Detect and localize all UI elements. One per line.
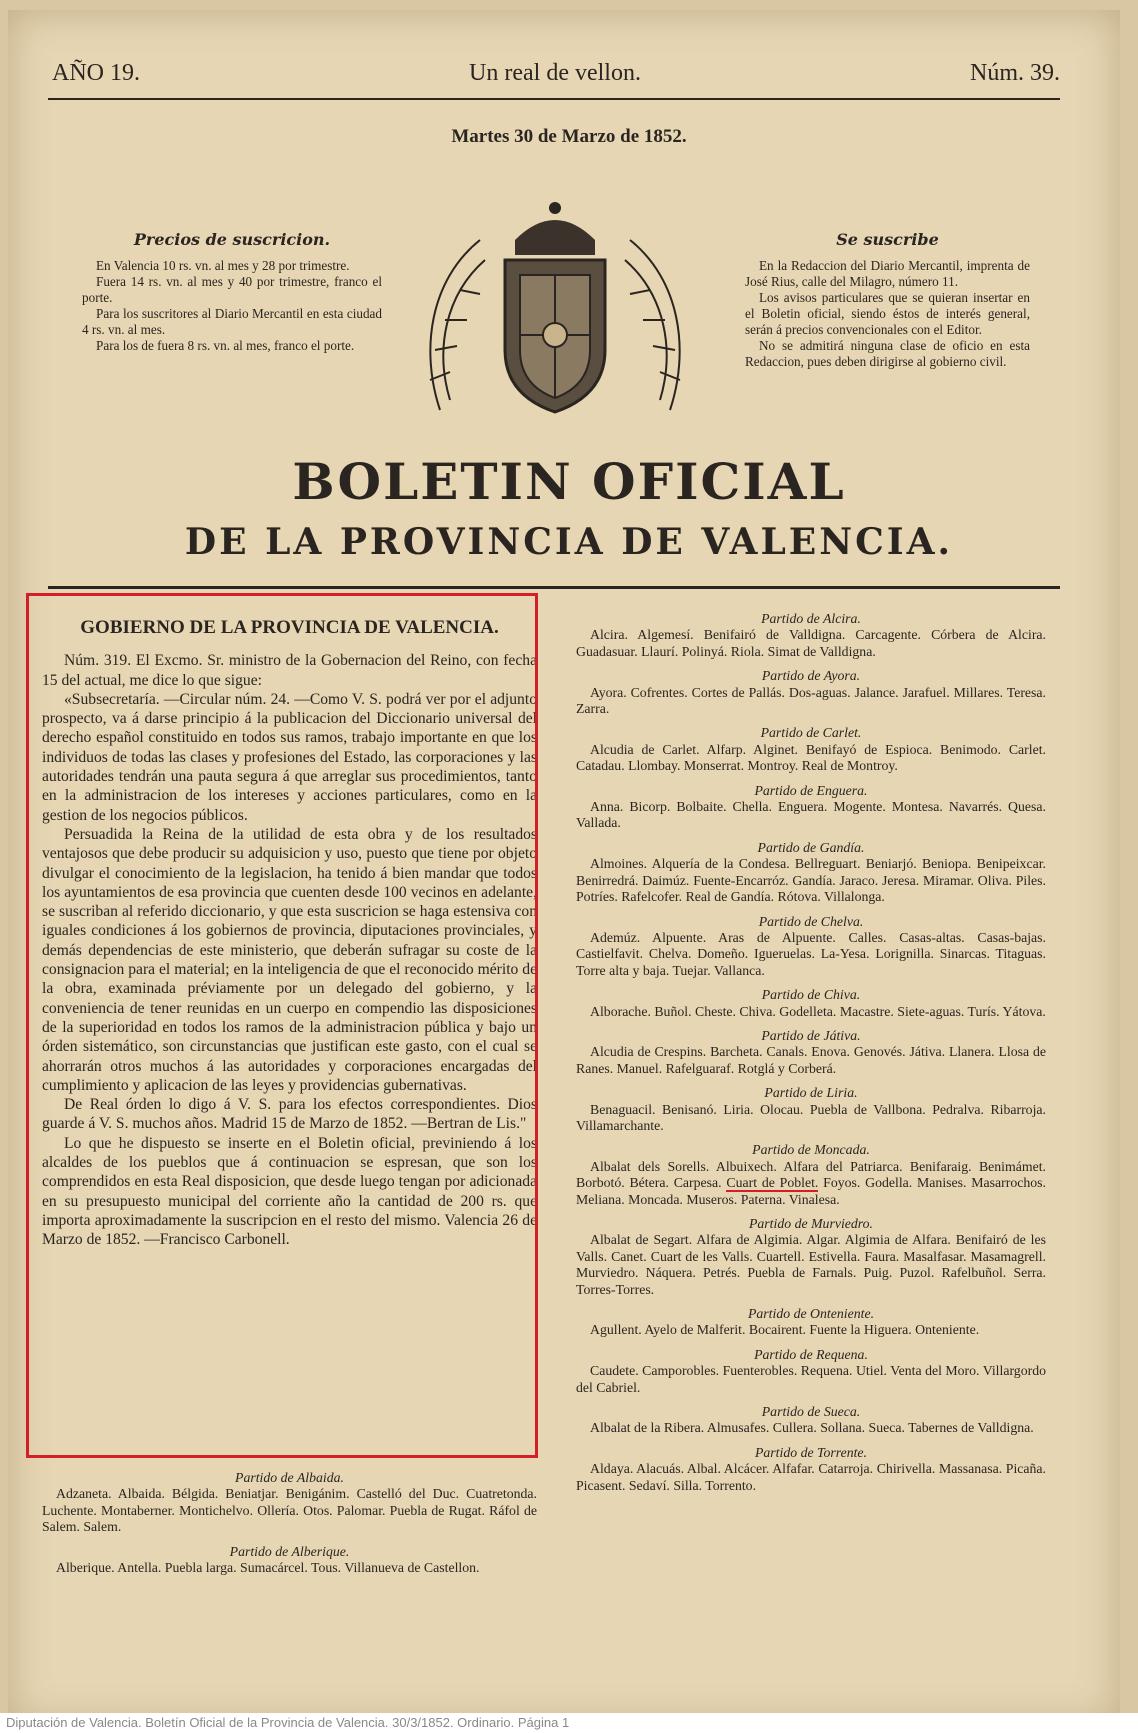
partido-name: Partido de Alberique. [229, 1543, 350, 1559]
partido-towns: Alcudia de Carlet. Alfarp. Alginet. Benifayó de Espioca. Benimodo. Carlet. Catadau. Llombay. Monserrat. Montroy. Real de Montroy. [576, 741, 1046, 774]
year-label: AÑO 19. [52, 60, 140, 86]
partido-towns: Albalat de Segart. Alfara de Algimia. Algar. Algimia de Alfara. Benifairó de les Valls. Canet. Cuart de les Valls. Cuartell. Estivella. Faura. Masalfasar. Masamagrell. Murviedro. Náquera. Petrés. Puebla de Farnals. Puig. Puzol. Rafelbuñol. Serra. Torres-Torres. [576, 1232, 1046, 1297]
partido-towns: Alcudia de Crespins. Barcheta. Canals. Enova. Genovés. Játiva. Llanera. Llosa de Ranes. Manuel. Rafelguaraf. Rotglá y Corberá. [576, 1044, 1046, 1076]
towns-part: Albalat dels Sorells. Albuixech. Alfara del Patriarca. Benifaraig. Benimámet. Borbotó. Bétera. Carpesa. [576, 1158, 1046, 1191]
precios-title: Precios de suscricion. [133, 230, 331, 249]
partido-name: Partido de Ayora. [761, 668, 861, 684]
partido-name: Partido de Gandía. [757, 839, 865, 855]
partido-towns: Ayora. Cofrentes. Cortes de Pallás. Dos-aguas. Jalance. Jarafuel. Millares. Teresa. Zarra. [576, 684, 1046, 717]
partido-towns: Caudete. Camporobles. Fuenterobles. Requena. Utiel. Venta del Moro. Villargordo del Cabriel. [576, 1363, 1046, 1395]
partido-towns: Agullent. Ayelo de Malferit. Bocairent. Fuente la Higuera. Onteniente. [590, 1322, 980, 1338]
partidos-left-list [42, 1470, 537, 1576]
article-paragraph: Lo que he dispuesto se inserte en el Boletin oficial, previniendo á los alcaldes de los pueblos que á continuacion se espresan, que son los comprendidos en esta Real disposicion, que desde luego tengan por adicionada en su presupuesto municipal del corriente año la cantidad de 200 rs. que importa aproximadamente la suscripcion en el resto del mismo. Valencia 26 de Marzo de 1852. —Francisco Carbonell. [42, 1134, 537, 1249]
masthead-title: BOLETIN OFICIAL [292, 452, 846, 511]
suscribe-line: En la Redaccion del Diario Mercantil, imprenta de José Rius, calle del Milagro, número 11. [745, 258, 1030, 289]
masthead-subtitle: DE LA PROVINCIA DE VALENCIA. [184, 521, 954, 563]
underlined-town: Cuart de Poblet. [726, 1175, 819, 1191]
source-footer: Diputación de Valencia. Boletín Oficial de la Provincia de Valencia. 30/3/1852. Ordinario. Página 1 [0, 1713, 1138, 1733]
price-label: Un real de vellon. [469, 60, 641, 86]
partido-name: Partido de Sueca. [761, 1404, 861, 1420]
towns-part: Foyos. Godella. Manises. Masarrochos. Meliana. Moncada. Museros. Paterna. Vinalesa. [576, 1175, 1046, 1207]
partido-name: Partido de Játiva. [761, 1027, 861, 1043]
suscribe-line: Los avisos particulares que se quieran insertar en el Boletin oficial, siendo éstos de interés general, serán á precios convencionales con el Editor. [745, 290, 1030, 337]
partido-name: Partido de Murviedro. [748, 1216, 874, 1231]
partido-name: Partido de Liria. [764, 1085, 858, 1101]
issue-number: Núm. 39. [970, 60, 1060, 86]
royal-coat-of-arms-icon [410, 200, 700, 420]
partido-towns: Adzaneta. Albaida. Bélgida. Beniatjar. Benigánim. Castelló del Duc. Cuatretonda. Luchente. Montaberner. Montichelvo. Ollería. Otos. Palomar. Puebla de Rugat. Ráfol de Salem. Salem. [42, 1486, 537, 1535]
partido-name: Partido de Chelva. [758, 913, 864, 929]
partidos-right-list [576, 611, 1046, 1494]
issue-date: Martes 30 de Marzo de 1852. [451, 126, 687, 147]
header-rule [48, 98, 1060, 100]
highlight-box [26, 593, 538, 1458]
partido-towns: Alberique. Antella. Puebla larga. Sumacárcel. Tous. Villanueva de Castellon. [56, 1560, 480, 1576]
partido-towns: Almoines. Alquería de la Condesa. Bellreguart. Beniarjó. Beniopa. Benipeixcar. Benirredrá. Daimúz. Fuente-Encarróz. Gandía. Jaraco. Jeresa. Miramar. Oliva. Piles. Potríes. Rafelcofer. Real de Gandía. Rótova. Villalonga. [576, 856, 1046, 905]
partido-name: Partido de Albaida. [235, 1470, 344, 1485]
partido-towns [576, 1159, 1046, 1208]
partido-towns: Anna. Bicorp. Bolbaite. Chella. Enguera. Mogente. Montesa. Navarrés. Quesa. Vallada. [576, 799, 1046, 831]
precios-block [82, 232, 382, 354]
precios-line: Para los suscritores al Diario Mercantil en esta ciudad 4 rs. vn. al mes. [82, 306, 382, 337]
suscribe-block [745, 232, 1030, 370]
article-paragraph: Núm. 319. El Excmo. Sr. ministro de la Gobernacion del Reino, con fecha 15 del actual, me dice lo que sigue: [42, 652, 537, 689]
partido-name: Partido de Requena. [754, 1346, 868, 1362]
partido-towns: Ademúz. Alpuente. Aras de Alpuente. Calles. Casas-altas. Casas-bajas. Castielfavit. Chelva. Domeño. Igueruelas. La-Yesa. Lorignilla. Sinarcas. Titaguas. Torre alta y baja. Tuejar. Vallanca. [576, 929, 1046, 978]
partido-name: Partido de Carlet. [760, 725, 862, 741]
article-paragraph: «Subsecretaría. —Circular núm. 24. —Como V. S. podrá ver por el adjunto prospecto, va á darse principio á la publicacion del Diccionario universal del derecho español constituido en todos sus ramos, trabajo importante en que los individuos de todas las clases y profesiones del Estado, las corporaciones y las autoridades tendrán una pauta segura á que arreglar sus procedimientos, tanto en la administracion de los intereses y acciones particulares, como en la gestion de los negocios públicos. [42, 690, 537, 824]
partido-towns: Alborache. Buñol. Cheste. Chiva. Godelleta. Macastre. Siete-aguas. Turís. Yátova. [590, 1003, 1046, 1019]
partido-name: Partido de Moncada. [752, 1142, 870, 1158]
partido-name: Partido de Chiva. [761, 987, 861, 1003]
partido-name: Partido de Onteniente. [747, 1306, 875, 1322]
masthead-rule [48, 586, 1060, 589]
partido-towns: Albalat de la Ribera. Almusafes. Cullera. Sollana. Sueca. Tabernes de Valldigna. [590, 1420, 1034, 1436]
partido-name: Partido de Alcira. [761, 611, 861, 626]
precios-line: Fuera 14 rs. vn. al mes y 40 por trimestre, franco el porte. [82, 274, 382, 305]
partido-towns: Aldaya. Alacuás. Albal. Alcácer. Alfafar. Catarroja. Chirivella. Massanasa. Picaña. Picasent. Sedaví. Silla. Torrento. [576, 1461, 1046, 1493]
suscribe-title: Se suscribe [836, 230, 939, 249]
precios-line: En Valencia 10 rs. vn. al mes y 28 por trimestre. [96, 258, 350, 273]
page-header [52, 60, 1060, 87]
article-paragraph: Persuadida la Reina de la utilidad de esta obra y de los resultados ventajosos que debe producir su adquisicion y uso, puesto que tiene por objeto divulgar el conocimiento de la legislacion, ha tenido á bien mandar que todos los ayuntamientos de esa provincia que cuenten desde 100 vecinos en adelante, se suscriban al referido diccionario, y que esta suscricion se haga estensiva con iguales condiciones á los gobiernos de provincia, diputaciones provinciales, y demás dependencias de este ministerio, que deberán sufragar su coste de la consignacion para el material; en la inteligencia de que el reconocido mérito de la obra, examinada préviamente por un delegado del gobierno, y la conveniencia de tener reunidas en un cuerpo en compendio las disposiciones de la superioridad en todos los ramos de la administracion pública y bajo un órden sistemático, son circunstancias que justifican este gasto, con el cual se ahorrarán otros muchos á las autoridades y corporaciones encargadas del cumplimiento y aplicacion de las leyes y providencias gubernativas. [42, 825, 537, 1094]
suscribe-line: No se admitirá ninguna clase de oficio en esta Redaccion, pues deben dirigirse al gobierno civil. [745, 338, 1030, 369]
partido-name: Partido de Enguera. [754, 782, 868, 798]
partido-towns: Benaguacil. Benisanó. Liria. Olocau. Puebla de Vallbona. Pedralva. Ribarroja. Villamarchante. [576, 1101, 1046, 1133]
precios-line: Para los de fuera 8 rs. vn. al mes, franco el porte. [96, 338, 355, 353]
partido-name: Partido de Torrente. [754, 1444, 868, 1460]
article-heading: GOBIERNO DE LA PROVINCIA DE VALENCIA. [80, 617, 499, 638]
partido-towns: Alcira. Algemesí. Benifairó de Valldigna. Carcagente. Córbera de Alcira. Guadasuar. Llaurí. Polinyá. Riola. Simat de Valldigna. [576, 627, 1046, 659]
article-paragraph: De Real órden lo digo á V. S. para los efectos correspondientes. Dios guarde á V. S. muchos años. Madrid 15 de Marzo de 1852. —Bertran de Lis." [42, 1096, 537, 1133]
